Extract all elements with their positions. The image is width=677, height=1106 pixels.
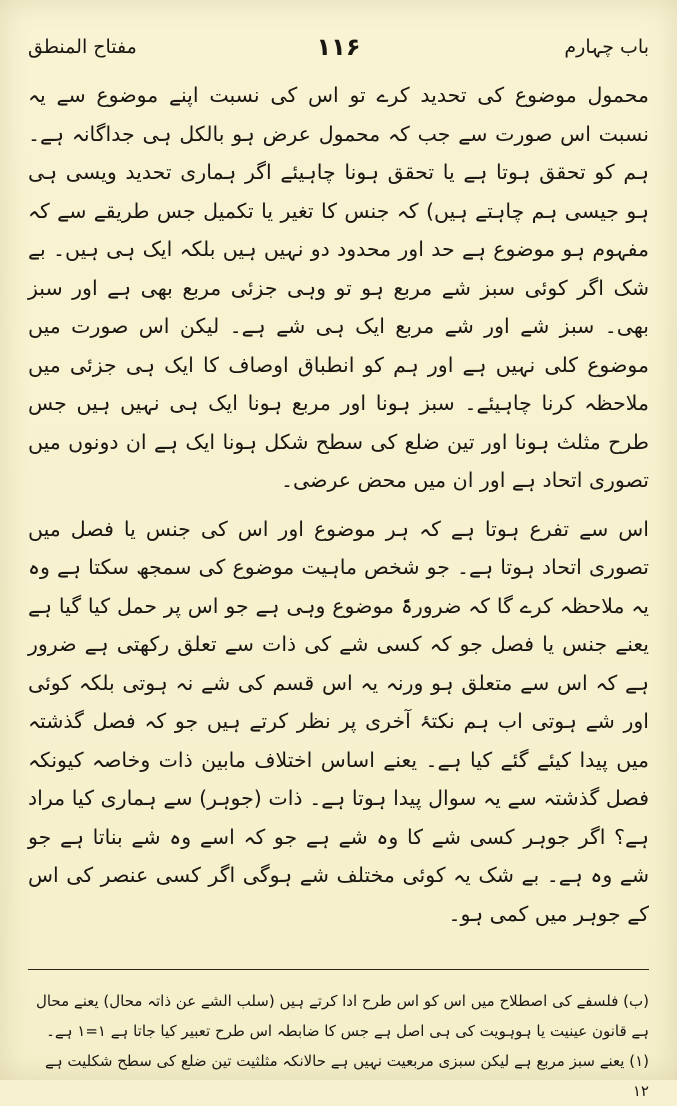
book-title: مفتاح المنطق: [28, 36, 137, 58]
main-text: [28, 76, 649, 933]
paragraph-2: اس سے تفرع ہوتا ہے کہ ہر موضوع اور اس کی جنس یا فصل میں تصوری اتحاد ہوتا ہے۔ جو شخص ماہیت موضوع کی سمجھ سکتا ہے وہ یہ ملاحظہ کرے گا کہ ضرورۃً موضوع وہی ہے جو اس پر حمل کیا گیا ہے یعنے جنس یا فصل جو کہ کسی شے کی ذات سے تعلق رکھتی ہے ضرور ہے کہ اس سے متعلق ہو ورنہ یہ اس قسم کی شے نہ ہوتی بلکہ کوئی اور شے ہوتی اب ہم نکتۂ آخری پر نظر کرتے ہیں جو کہ فصل گذشتہ میں پیدا کیئے گئے کیا ہے۔ یعنے اساس اختلاف مابین ذات وخاصہ کیونکہ فصل گذشتہ سے یہ سوال پیدا ہوتا ہے۔ ذات (جوہر) سے ہماری کیا مراد ہے؟ اگر جوہر کسی شے کا وہ شے ہے جو کہ اسے وہ شے بناتا ہے جو شے وہ ہے۔ بے شک یہ کوئی مختلف شے ہوگی اگر کسی عنصر کی اس کے جوہر میں کمی ہو۔: [28, 516, 649, 926]
footnotes: [28, 986, 649, 1106]
page-number: ۱۱۶: [316, 33, 361, 61]
paragraph-1: محمول موضوع کی تحدید کرے تو اس کی نسبت اپنے موضوع سے یہ نسبت اس صورت سے جب کہ محمول عرض ہو بالکل ہی جداگانہ ہے۔ ہم کو تحقق ہوتا ہے یا تحقق ہونا چاہیئے اگر ہماری تحدید ویسی ہی ہو جیسی ہم چاہتے ہیں) کہ جنس کا تغیر یا تکمیل جس طریقے سے کہ مفہوم ہو موضوع ہے حد اور محدود دو نہیں ہیں بلکہ ایک ہی ہیں۔ بے شک اگر کوئی سبز شے مربع ہو تو وہی جزئی مربع بھی ہے اور سبز بھی۔ سبز شے اور شے مربع ایک ہی شے ہے۔ لیکن اس صورت میں موضوع کلی نہیں ہے اور ہم کو انطباق اوصاف کا ایک ہی جزئی میں ملاحظہ کرنا چاہیئے۔ سبز ہونا اور مربع ہونا ایک ہی نہیں ہیں جس طرح مثلث ہونا اور تین ضلع کی سطح شکل ہونا ایک ہے ان دونوں میں تصوری اتحاد ہے اور ان میں محض عرضی۔: [28, 83, 649, 492]
footnote-2: (۱) یعنے سبز مربع ہے لیکن سبزی مربعیت نہیں ہے حالانکہ مثلثیت تین ضلع کی سطح شکلیت ہے ۱۲: [45, 1052, 649, 1100]
page-header: [28, 18, 649, 76]
footnote-divider: [28, 969, 649, 970]
footnote-1: (ب) فلسفے کی اصطلاح میں اس کو اس طرح ادا کرتے ہیں (سلب الشے عن ذاتہ محال) یعنے محال ہے قانون عینیت یا ہوہویت کی ہی اصل ہے جس کا ضابطہ اس طرح تعبیر کیا جاتا ہے ۱=۱ ہے۔: [35, 992, 649, 1040]
chapter-title: باب چہارم: [564, 36, 649, 58]
